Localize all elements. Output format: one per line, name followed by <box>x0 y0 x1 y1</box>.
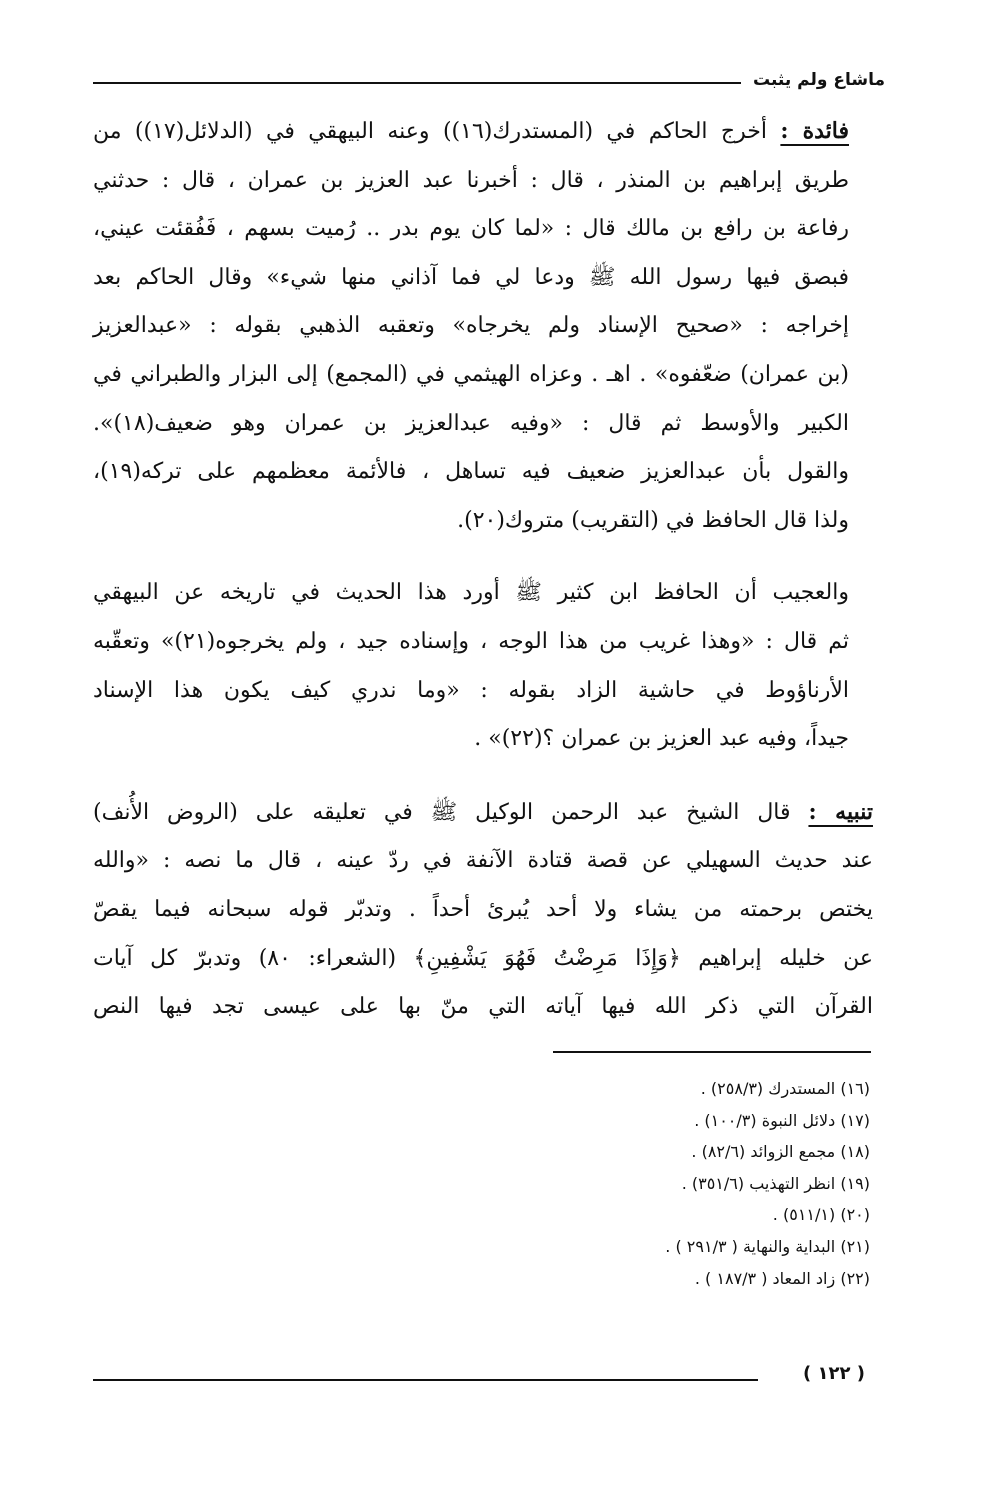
text-line: يختص برحمته من يشاء ولا أحد يُبرئ أحداً . وتدبّر قوله سبحانه فيما يقصّ <box>93 896 873 922</box>
text-line: رفاعة بن رافع بن مالك قال : «لما كان يوم بدر .. رُميت بسهم ، فَفُقئت عيني، <box>93 216 849 242</box>
text-line: ولذا قال الحافظ في (التقريب) متروك(٢٠). <box>457 507 849 533</box>
text-line: والقول بأن عبدالعزيز ضعيف فيه تساهل ، فالأئمة معظمهم على تركه(١٩)، <box>93 459 849 485</box>
text-line: عن خليله إبراهيم ﴿وَإِذَا مَرِضْتُ فَهُوَ يَشْفِينِ﴾ (الشعراء: ٨٠) وتدبرّ كل آيات <box>93 945 873 971</box>
header-rule <box>93 82 741 84</box>
note-label: تنبيه : <box>808 798 873 825</box>
footnote-item: (١٩) انظر التهذيب (٣٥١/٦) . <box>681 1173 870 1193</box>
text-line: عند حديث السهيلي عن قصة قتادة الآنفة في ردّ عينه ، قال ما نصه : «والله <box>93 848 873 874</box>
text-line: والعجيب أن الحافظ ابن كثير ﷺ أورد هذا الحديث في تاريخه عن البيهقي <box>93 580 849 606</box>
page-number: ( ١٢٢ ) <box>803 1363 865 1384</box>
text-line: القرآن التي ذكر الله فيها آياته التي منّ بها على عيسى تجد فيها النص <box>93 994 873 1020</box>
text-line: جيداً، وفيه عبد العزيز بن عمران ؟(٢٢)» . <box>474 726 849 752</box>
footnote-rule <box>553 1051 871 1053</box>
paragraph-benefit <box>93 107 873 545</box>
benefit-label: فائدة : <box>780 118 849 144</box>
paragraph-ibn-kathir <box>93 569 873 763</box>
footnotes-list <box>370 1073 870 1294</box>
footnote-item: (٢٢) زاد المعاد ( ١٨٧/٣ ) . <box>694 1268 870 1288</box>
text-line: طريق إبراهيم بن المنذر ، قال : أخبرنا عبد العزيز بن عمران ، قال : حدثني <box>93 167 849 193</box>
footnote-item: (٢٠) (٥١١/١) . <box>772 1205 870 1225</box>
footnote-item: (١٦) المستدرك (٢٥٨/٣) . <box>700 1079 870 1098</box>
running-title: ماشاع ولم يثبت <box>753 70 885 90</box>
line-text: قال الشيخ عبد الرحمن الوكيل ﷺ في تعليقه على (الروض الأُنف) <box>93 799 791 825</box>
line-text: أخرج الحاكم في (المستدرك(١٦)) وعنه البيهقي في (الدلائل(١٧)) من <box>93 119 767 144</box>
footnote-item: (١٧) دلائل النبوة (١٠٠/٣) . <box>694 1110 870 1130</box>
text-line: (بن عمران) ضعّفوه» . اهـ . وعزاه الهيثمي في (المجمع) إلى البزار والطبراني في <box>93 361 849 387</box>
text-line: الأرناؤوط في حاشية الزاد بقوله : «وما ندري كيف يكون هذا الإسناد <box>93 677 849 703</box>
footnote-item: (٢١) البداية والنهاية ( ٢٩١/٣ ) . <box>665 1236 870 1256</box>
paragraph-note <box>93 788 873 1032</box>
footnote-item: (١٨) مجمع الزوائد (٨٢/٦) . <box>691 1142 870 1162</box>
text-line <box>93 107 873 157</box>
text-line <box>93 788 873 838</box>
main-text <box>93 107 873 1032</box>
footer-rule <box>93 1379 758 1381</box>
text-line: إخراجه : «صحيح الإسناد ولم يخرجاه» وتعقبه الذهبي بقوله : «عبدالعزيز <box>93 313 849 339</box>
text-line: الكبير والأوسط ثم قال : «وفيه عبدالعزيز بن عمران وهو ضعيف(١٨)». <box>93 410 849 436</box>
text-line: فبصق فيها رسول الله ﷺ ودعا لي فما آذاني منها شيء» وقال الحاكم بعد <box>93 264 849 290</box>
text-line: ثم قال : «وهذا غريب من هذا الوجه ، وإسناده جيد ، ولم يخرجوه(٢١)» وتعقّبه <box>93 628 849 654</box>
